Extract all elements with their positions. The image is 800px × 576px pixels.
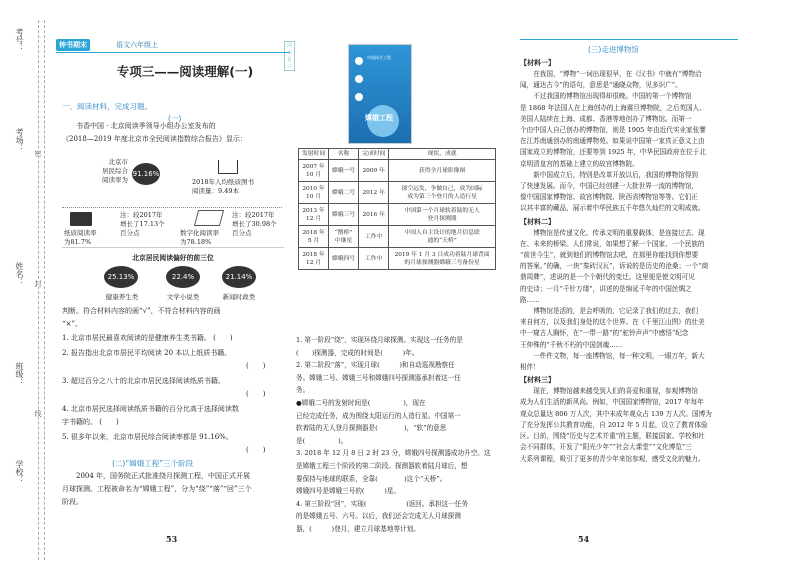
- middle-question-line: ( )探测器，完成的时间是( )年。: [296, 348, 419, 357]
- table-header-row: [299, 149, 496, 160]
- stat3-label: 纸质阅读率 为81.7%: [64, 229, 97, 246]
- material-1-line: 在我国，“博物”一词出现很早，在《汉书》中就有“博物洽: [533, 70, 702, 78]
- col-done: 完成时间: [359, 149, 389, 160]
- table-row: [299, 226, 496, 248]
- part2-heading: (二)“嫦娥工程”三个阶段: [112, 459, 194, 468]
- page-number-right: 54: [578, 534, 590, 544]
- top3-value-3: 21.14%: [225, 273, 253, 281]
- material-2-line: 的答案。”的确，一块“秦砖汉瓦”，诉说的是历史的沧桑；一个“商: [520, 262, 709, 271]
- cell: 获得全月球影像图: [389, 160, 496, 182]
- top3-label-3: 新闻时政类: [222, 293, 256, 301]
- brand-logo: 钟书期末: [56, 39, 90, 51]
- material-3-line: 会不同群体，开发了“阳光少年”“社会大课堂”“文化博览”三: [520, 443, 692, 452]
- cell: 2018 年 12 月: [299, 248, 329, 270]
- cell: 2013 年 12 月: [299, 204, 329, 226]
- stat3-note: 注：较2017年 增长了17.13个 百分点: [120, 211, 165, 237]
- top3-label-2: 文学小说类: [166, 293, 200, 301]
- material-1-line: 新中国成立后，特别是改革开放以后，我国的博物馆得到: [533, 170, 699, 179]
- school-label: 学校：: [15, 460, 24, 484]
- middle-question-line: 已经完成任务，成为围绕太阳运行的人造行星。中国第一: [296, 411, 461, 420]
- material-3-line: 观众总量达 806 万人次，其中未成年观众占 139 万人次。国博为: [520, 409, 712, 418]
- review-stamp: 期末复习: [284, 41, 295, 71]
- table-row: [299, 204, 496, 226]
- part3-heading: (三)走进博物馆: [588, 45, 639, 54]
- material-3-line: 了充分发挥公共教育功能，自 2012 年 5 月起，设立了教育体验: [520, 420, 708, 429]
- material-3-line: 区。目前，围绕“历史与艺术并重”的主题，联接国家、学校和社: [520, 432, 705, 441]
- stat1-value: 91.16%: [132, 170, 160, 178]
- middle-question-line: 3. 2018 年 12 月 8 日 2 时 23 分，嫦娥四号探测器成功升空。这: [296, 449, 491, 458]
- question-2: 2. 报告指出北京市居民平均阅读 20 本以上纸质书籍。: [62, 349, 232, 357]
- material-2-line: 一件件文物，每一座博物馆，每一种文明，一眼万年，新大: [533, 351, 705, 360]
- col-launch: 发射时间: [299, 149, 329, 160]
- cell: 2016 年: [359, 204, 389, 226]
- cell: 2012 年: [359, 182, 389, 204]
- cut-mark-3: 线: [34, 410, 42, 417]
- section-heading: 一、阅读材料，完成习题。: [62, 102, 152, 111]
- part2-line3: 阶段。: [62, 498, 83, 506]
- name-label: 姓名：: [15, 262, 24, 286]
- material-1-line: 在江苏南通创办的南通博物苑。如果说中国第一家真正意义上由: [520, 137, 705, 146]
- material-2-heading: 【材料二】: [520, 216, 555, 226]
- question-5-blank[interactable]: ( ): [246, 446, 266, 454]
- middle-question-line: 4. 第三阶段“回”，实现( )返回。承担这一任务: [296, 499, 468, 508]
- cell: 中国第一个月球软着陆的无人 登月探测器: [389, 204, 496, 226]
- material-1-line: 个由中国人自己创办的博物馆，则是 1905 年由近代实业家张謇: [520, 126, 706, 135]
- material-2-line: 相伴！: [520, 363, 540, 372]
- stat4-note: 注：较2017年 增长了30.98个 百分点: [232, 211, 277, 237]
- cut-mark-2: 封: [34, 280, 42, 287]
- material-3-line: 成为人们生活的新风尚。例如，中国国家博物馆，2017 年每年: [520, 398, 704, 407]
- material-1-line: 是 1868 年法国人在上海创办的上海震旦博物院，之后英国人、: [520, 103, 706, 112]
- question-2-blank[interactable]: ( ): [246, 362, 266, 370]
- middle-question-line: 务。嫦娥二号、嫦娥三号和嫦娥四号探测器承担着这一任: [296, 373, 461, 382]
- cell: 2010 年 10 月: [299, 182, 329, 204]
- book-stack-icon: [218, 160, 238, 174]
- table-row: [299, 248, 496, 270]
- middle-question-line: 是嫦娥工程三个阶段的第二阶段。探测器软着陆月球后，想: [296, 461, 468, 470]
- material-1-line: 不过我国的博物馆出现得却很晚。中国的第一个博物馆: [533, 92, 692, 101]
- kaohao-label: 考号：: [15, 28, 24, 52]
- stat1-circle: [132, 163, 160, 185]
- material-1-line: 京明清皇宫的基础上建立的故宫博物院。: [520, 159, 639, 168]
- material-1-line: 闻，通达古今”的语句，意思是“通晓众物，见多识广”。: [520, 81, 682, 90]
- cell: 2019 年 1 月 3 日成功着陆月球背面 的月球探测器嫦娥三号备份星: [389, 248, 496, 270]
- cell: 嫦娥三号: [329, 204, 359, 226]
- cell: 嫦娥二号: [329, 182, 359, 204]
- cut-line: [38, 20, 39, 560]
- middle-questions: [296, 334, 502, 536]
- judge-instruction-2: “×”。: [62, 320, 83, 328]
- intro-line2: 《2018—2019 年度北京市全民阅读指数综合报告》显示：: [62, 135, 247, 143]
- stage-icon-2: [355, 75, 363, 83]
- cell: 工作中: [359, 248, 389, 270]
- top3-title: 北京居民阅读偏好的前三位: [132, 254, 214, 262]
- seal-line: [44, 20, 45, 560]
- top3-value-2: 22.4%: [171, 273, 195, 281]
- material-2-line: 路……: [520, 295, 540, 304]
- part1-label: (一): [168, 114, 182, 123]
- stat4-label: 数字化阅读率 为78.18%: [180, 229, 219, 246]
- material-2-line: 中一窥古人胸怀，在“一带一路”的“驼铃声声”中感悟“纪念: [520, 329, 689, 338]
- cell: 深空远发，争做自己，成为国际 成为第三个登月的人造行星: [389, 182, 496, 204]
- material-2-line: 博物馆是活的，是会呼吸的，它记录了我们的过去，我们: [533, 307, 699, 316]
- page-header: [56, 39, 293, 70]
- cell: “鹊桥” 中继星: [329, 226, 359, 248]
- chang-e-table: [298, 148, 496, 270]
- material-2-line: 王仲殊的”千秋不朽的中国剑魂……: [520, 340, 623, 349]
- judge-instruction-1: 判断。符合材料内容的画“√”，不符合材料内容的画: [62, 307, 221, 315]
- top3-circle-1: [104, 266, 138, 288]
- top3-value-1: 25.13%: [107, 273, 135, 281]
- question-4: 4. 北京市居民选择阅读纸质书籍的百分比高于选择阅读数: [62, 405, 239, 413]
- material-1-line: 了快速发展。而今，中国已经创建一大批世界一流的博物馆，: [520, 182, 699, 191]
- cell: 中国人自主设计的地月信息联 通的“天桥”: [389, 226, 496, 248]
- material-3-heading: 【材料三】: [520, 375, 555, 385]
- table-row: [299, 160, 496, 182]
- question-5: 5. 很多年以来，北京市居民综合阅读率都是 91.16%。: [62, 433, 233, 441]
- open-book-icon: [70, 212, 92, 226]
- museum-reading: [520, 56, 742, 465]
- class-label: 班级：: [15, 362, 24, 386]
- page-number-left: 53: [166, 534, 178, 544]
- chang-e-poster: [348, 44, 412, 144]
- poster-title: 嫦娥工程: [365, 114, 393, 122]
- part2-line2: 月球探测。工程被命名为“嫦娥工程”，分为“绕”“落”“回”三个: [62, 485, 252, 493]
- material-3-line: 大系列课程，吸引了更多的青少年来馆参观，感受文化的魅力。: [520, 454, 705, 463]
- stat1-label: 北京市 居民综合 阅读率为: [102, 158, 128, 184]
- middle-question-line: 器，( )登月，建立月球基地等计划。: [296, 524, 420, 533]
- top3-circle-2: [166, 266, 200, 288]
- cut-mark-1: 密: [34, 150, 42, 157]
- grade-label: 语文六年级上: [116, 41, 158, 49]
- page-title: 专项三——阅读理解(一): [116, 64, 254, 79]
- cell: 嫦娥一号: [329, 160, 359, 182]
- middle-question-line: 要保持与地球的联系，全靠( )这个“天桥”。: [296, 474, 447, 483]
- middle-question-line: ●嫦娥二号的发射时间是( )，现在: [296, 398, 426, 407]
- laptop-icon: [194, 210, 224, 226]
- material-1-line: 像中国国家博物馆、故宫博物院、陕西省博物馆等等。它们正: [520, 193, 699, 202]
- cell: 嫦娥四号: [329, 248, 359, 270]
- cell: 2007 年 10 月: [299, 160, 329, 182]
- right-header-rule: [520, 39, 738, 40]
- middle-question-line: 是( )。: [296, 436, 348, 445]
- stat2-label: 2018年人均纸质图书 阅读量：9.49本: [192, 178, 255, 195]
- material-2-line: 在、未来的桥梁。人们常说，如果想了解一个国家、一个民族的: [520, 239, 705, 248]
- cell: 2018 年 5 月: [299, 226, 329, 248]
- middle-question-line: 2. 第二阶段“落”，实现月球( )和自动巡视勘察任: [296, 361, 455, 370]
- material-2-line: 鼎周彝”，述说的是一个个朝代的变迁。这里便是使文明可见: [520, 273, 695, 282]
- divider-dots: [62, 207, 282, 208]
- stage-icon-1: [355, 57, 363, 65]
- col-name: 名称: [329, 149, 359, 160]
- material-2-line: 的史诗；一月“千针万缕”，讲述的是绵延千年的中国丝绸之: [520, 284, 692, 293]
- middle-question-line: 软着陆的无人登月探测器是( )，“软”的意思: [296, 424, 447, 433]
- top3-label-1: 健康养生类: [105, 293, 139, 301]
- material-1-line: 美国人陆续在上海、成都、香港等地创办了博物馆。而第一: [520, 114, 692, 123]
- col-status: 现状，成就: [389, 149, 496, 160]
- stage-icon-3: [355, 93, 363, 101]
- part2-line1: 2004 年，国务院正式批准绕月探测工程，中国正式开展: [76, 472, 251, 480]
- kaochang-label: 考场：: [15, 128, 24, 152]
- material-2-line: 博物馆是传递文化、传承文明的重要载体，是连接过去、现: [533, 228, 705, 237]
- divider-rule: [62, 247, 284, 248]
- top3-circle-3: [222, 266, 256, 288]
- cell: 2009 年: [359, 160, 389, 182]
- material-2-line: 来自何方，以及我们身处的这个世界。在《千里江山图》的壮美: [520, 318, 705, 327]
- middle-question-line: 的是嫦娥五号、六号。以后，我们还会完成无人月球探测: [296, 512, 461, 521]
- table-row: [299, 182, 496, 204]
- question-1: 1. 北京市居民最喜欢阅读的是健康养生类书籍。 ( ): [62, 334, 233, 342]
- binding-margin: [0, 0, 58, 576]
- intro-line1: 书香中国 · 北京阅读季领导小组办公室发布的: [76, 122, 216, 130]
- middle-question-line: 务。: [296, 386, 310, 395]
- poster-subtitle: 中国探月工程: [367, 55, 391, 60]
- material-1-heading: 【材料一】: [520, 58, 555, 67]
- header-rule: [56, 52, 290, 53]
- material-1-line: 以其丰富的藏品，展示着中华民族五千年悠久灿烂的文明成就。: [520, 204, 705, 213]
- cell: 工作中: [359, 226, 389, 248]
- question-4-cont: 字书籍的。 ( ): [62, 418, 119, 426]
- material-2-line: “前世今生”，就到他们的博物馆去吧，在那里你能找到你想要: [520, 251, 699, 260]
- question-3: 3. 超过百分之八十的北京市居民选择阅读纸质书籍。: [62, 377, 225, 385]
- material-1-line: 国家成立的博物馆，还要等到 1925 年，中华民国政府在位于北: [520, 148, 706, 157]
- question-3-blank[interactable]: ( ): [246, 390, 266, 398]
- middle-question-line: 1. 第一阶段“绕”，实现环绕月球探测。实现这一任务的是: [296, 336, 463, 344]
- material-3-line: 现在，博物馆越来越受到人们的喜爱和重视，参观博物馆: [533, 387, 699, 396]
- middle-question-line: 嫦娥四号是嫦娥三号的( )星。: [296, 487, 401, 496]
